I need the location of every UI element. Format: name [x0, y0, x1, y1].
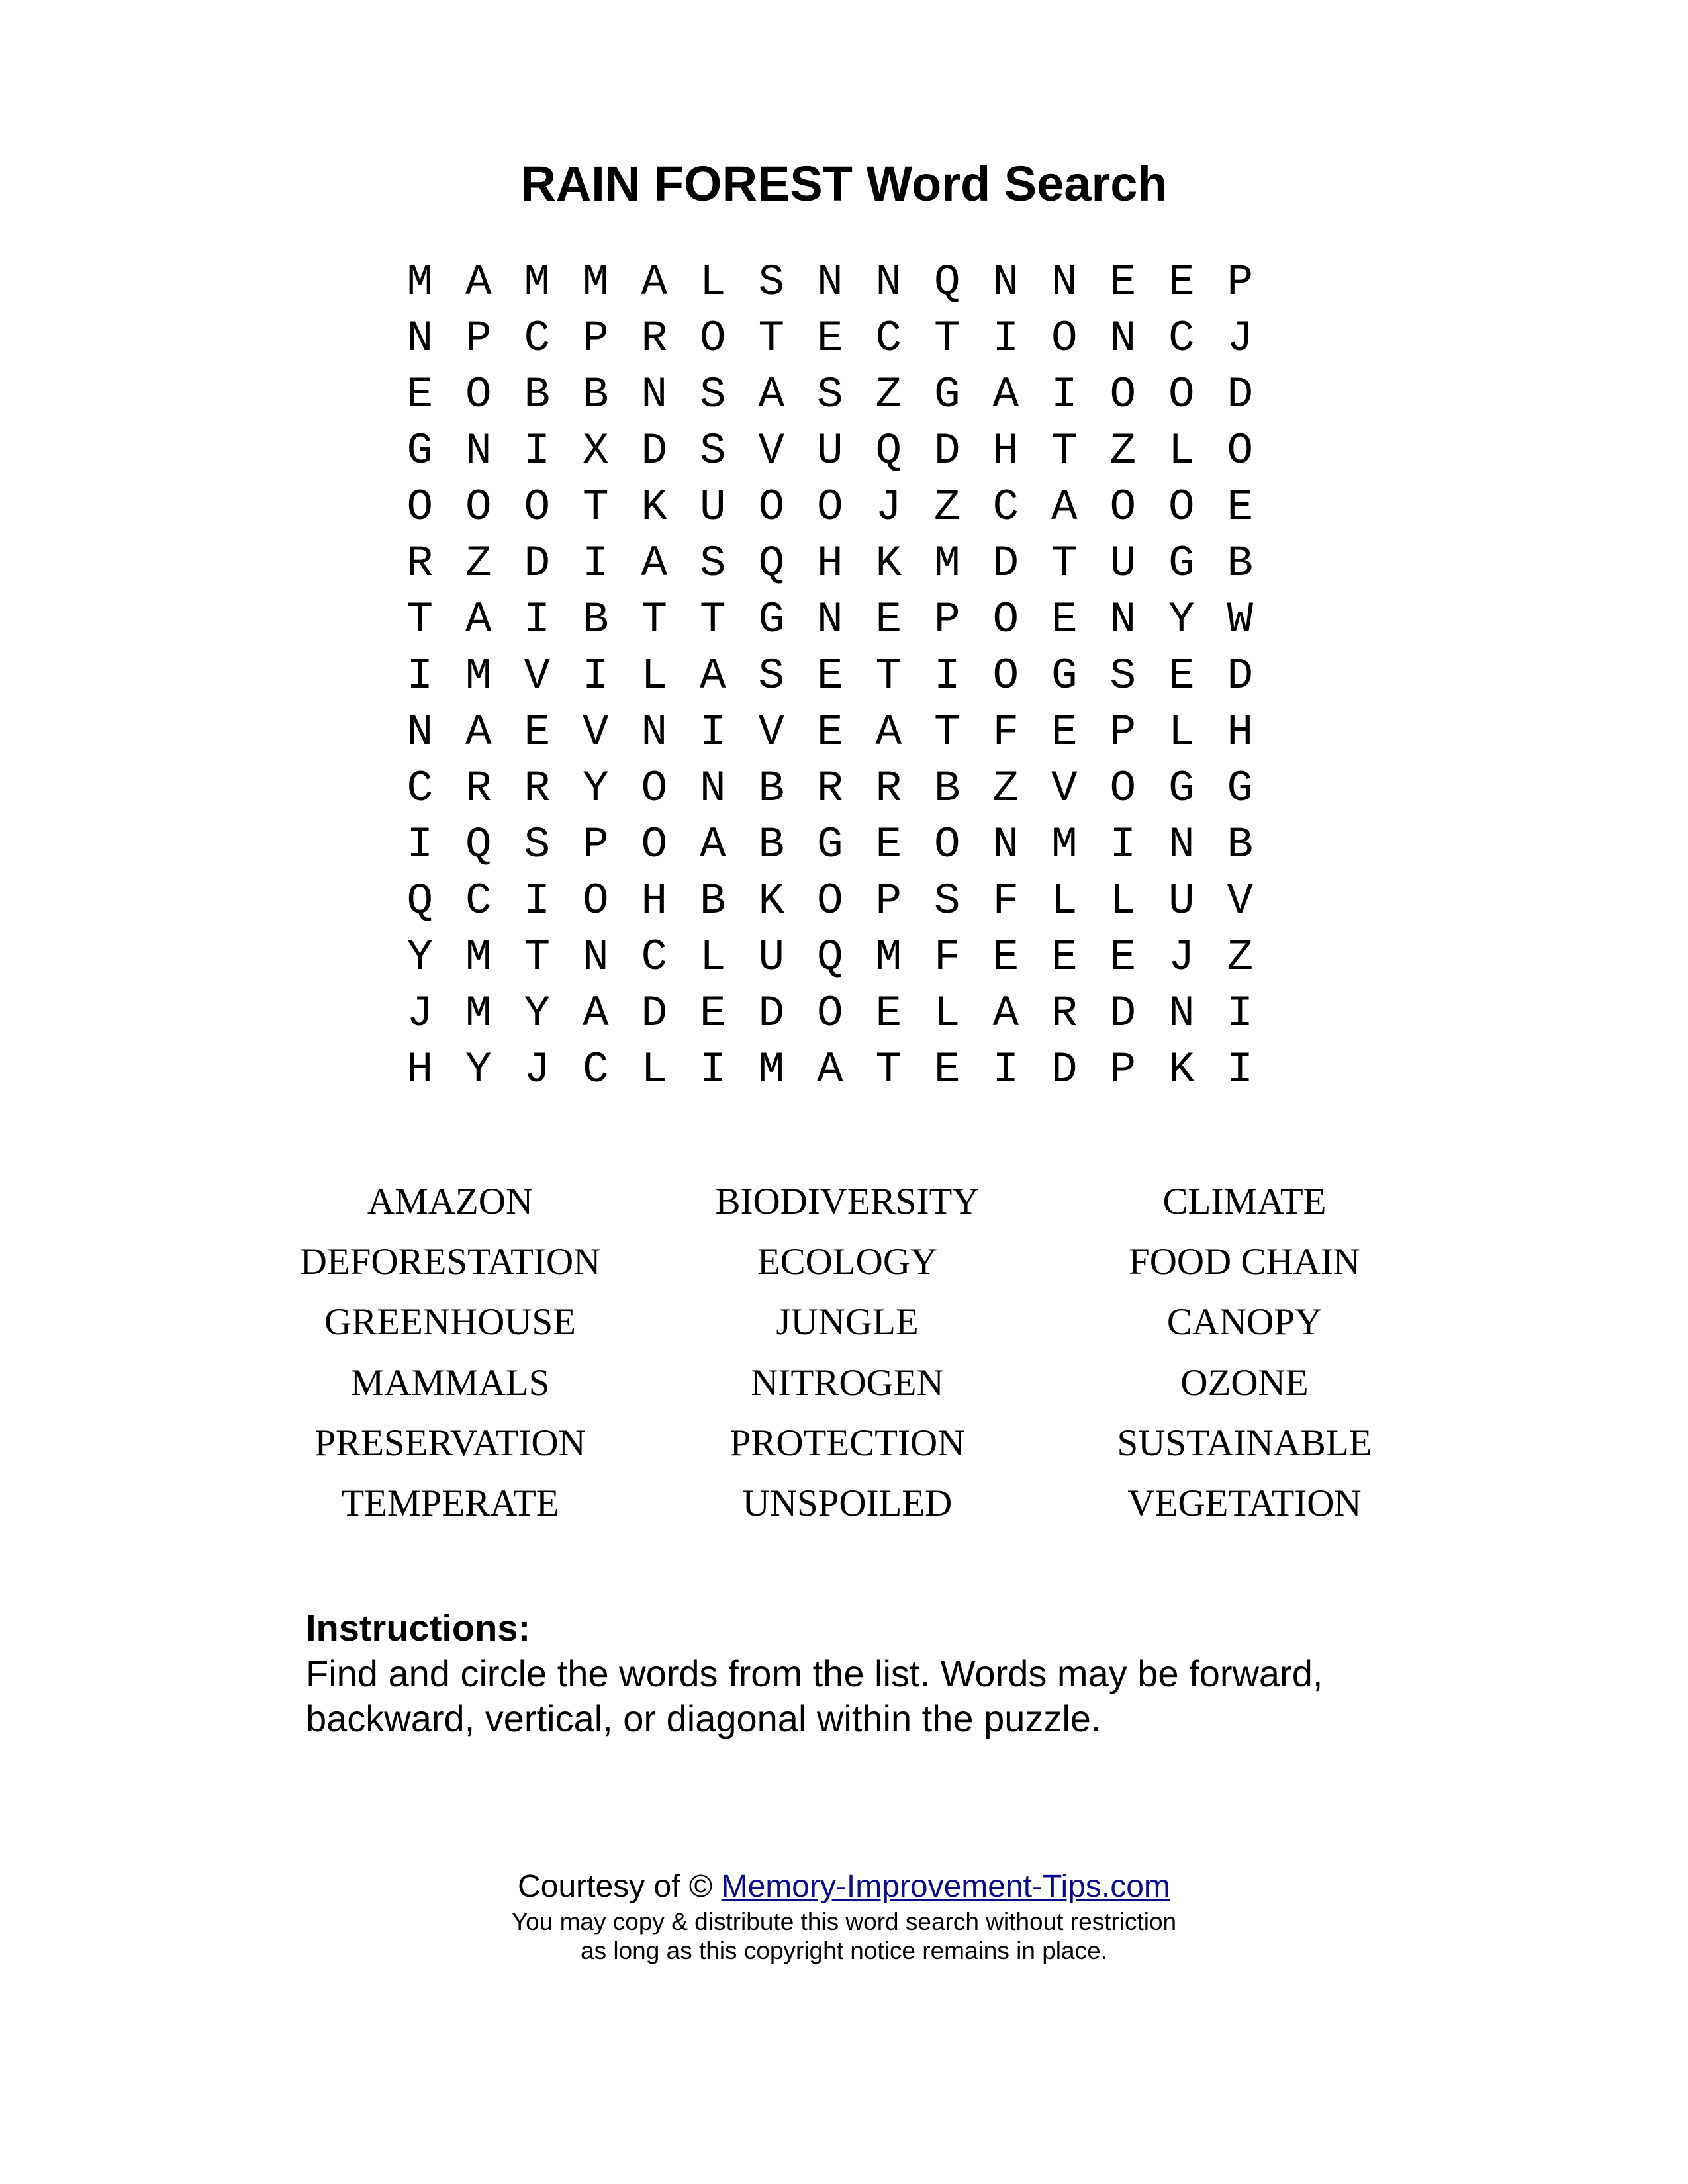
instructions-section: [306, 1605, 1464, 1741]
grid-letter: P: [465, 314, 492, 363]
grid-letter: W: [1227, 595, 1254, 645]
grid-letter: L: [1109, 876, 1137, 926]
grid-letter: I: [1109, 820, 1137, 870]
grid-letter: H: [992, 426, 1019, 476]
grid-letter: I: [406, 651, 434, 701]
grid-letter: I: [1051, 370, 1078, 420]
grid-letter: R: [406, 539, 434, 588]
grid-letter: M: [524, 257, 551, 307]
grid-letter: B: [524, 370, 551, 420]
word-list-row: [252, 1292, 1443, 1352]
grid-letter: K: [758, 876, 785, 926]
word-list-item: AMAZON: [367, 1181, 534, 1222]
word-list-item: DEFORESTATION: [299, 1241, 601, 1283]
grid-letter: K: [875, 539, 902, 588]
word-list-item: JUNGLE: [776, 1301, 919, 1343]
grid-letter: B: [582, 370, 609, 420]
grid-letter: M: [758, 1045, 785, 1095]
grid-letter: D: [758, 989, 785, 1038]
grid-letter: J: [1227, 314, 1254, 363]
grid-letter: E: [1227, 482, 1254, 532]
grid-letter: C: [524, 314, 551, 363]
grid-letter: A: [699, 651, 726, 701]
grid-letter: O: [1109, 482, 1137, 532]
grid-letter: S: [758, 651, 785, 701]
grid-letter: D: [641, 989, 668, 1038]
grid-letter: D: [1227, 370, 1254, 420]
grid-letter: B: [1227, 539, 1254, 588]
grid-letter: I: [992, 1045, 1019, 1095]
grid-letter: N: [582, 933, 609, 982]
grid-letter: K: [641, 482, 668, 532]
grid-letter: R: [816, 764, 843, 813]
grid-letter: N: [406, 707, 434, 757]
grid-letter: O: [992, 651, 1019, 701]
grid-letter: E: [1168, 651, 1195, 701]
grid-letter: A: [816, 1045, 843, 1095]
grid-letter: G: [1168, 539, 1195, 588]
grid-letter: H: [1227, 707, 1254, 757]
grid-letter: E: [933, 1045, 961, 1095]
grid-letter: U: [699, 482, 726, 532]
grid-letter: Y: [406, 933, 434, 982]
grid-letter: R: [1051, 989, 1078, 1038]
grid-letter: I: [582, 539, 609, 588]
grid-letter: L: [1168, 707, 1195, 757]
grid-letter: S: [699, 539, 726, 588]
grid-letter: S: [524, 820, 551, 870]
grid-letter: I: [406, 820, 434, 870]
grid-letter: S: [699, 370, 726, 420]
grid-letter: I: [524, 426, 551, 476]
grid-letter: Y: [1168, 595, 1195, 645]
grid-letter: P: [1109, 1045, 1137, 1095]
courtesy-prefix: Courtesy of ©: [518, 1869, 713, 1904]
grid-letter: T: [875, 1045, 902, 1095]
grid-letter: N: [465, 426, 492, 476]
grid-row: [391, 873, 1271, 929]
grid-row: [391, 592, 1271, 648]
grid-letter: O: [465, 482, 492, 532]
word-list-item: MAMMALS: [350, 1361, 550, 1404]
grid-letter: Q: [465, 820, 492, 870]
grid-letter: P: [933, 595, 961, 645]
grid-letter: J: [1168, 933, 1195, 982]
grid-letter: P: [1109, 707, 1137, 757]
grid-letter: Z: [1109, 426, 1137, 476]
grid-letter: E: [1051, 595, 1078, 645]
grid-letter: T: [1051, 539, 1078, 588]
grid-letter: D: [524, 539, 551, 588]
copyright-notice-line-1: You may copy & distribute this word search without restriction: [511, 1908, 1177, 1935]
grid-letter: T: [406, 595, 434, 645]
grid-letter: L: [641, 651, 668, 701]
grid-letter: H: [641, 876, 668, 926]
site-link[interactable]: Memory-Improvement-Tips.com: [721, 1869, 1170, 1904]
grid-letter: N: [1168, 989, 1195, 1038]
grid-row: [391, 1042, 1271, 1098]
grid-letter: Y: [582, 764, 609, 813]
grid-letter: K: [1168, 1045, 1195, 1095]
grid-letter: O: [465, 370, 492, 420]
grid-letter: O: [582, 876, 609, 926]
grid-letter: P: [1227, 257, 1254, 307]
grid-letter: Q: [406, 876, 434, 926]
grid-letter: T: [1051, 426, 1078, 476]
grid-letter: N: [875, 257, 902, 307]
grid-letter: A: [465, 707, 492, 757]
grid-letter: T: [758, 314, 785, 363]
word-list-item: PRESERVATION: [314, 1422, 586, 1464]
grid-letter: E: [816, 314, 843, 363]
word-list-row: [252, 1171, 1443, 1232]
grid-row: [391, 254, 1271, 310]
grid-letter: O: [816, 876, 843, 926]
grid-letter: F: [933, 933, 961, 982]
grid-letter: O: [406, 482, 434, 532]
grid-letter: D: [992, 539, 1019, 588]
grid-letter: O: [933, 820, 961, 870]
instructions-line-1: Find and circle the words from the list. Words may be forward,: [306, 1653, 1323, 1694]
grid-letter: E: [524, 707, 551, 757]
grid-letter: S: [699, 426, 726, 476]
grid-letter: A: [699, 820, 726, 870]
grid-letter: Q: [816, 933, 843, 982]
grid-letter: A: [992, 370, 1019, 420]
grid-letter: L: [641, 1045, 668, 1095]
grid-letter: O: [1051, 314, 1078, 363]
word-list-item: TEMPERATE: [341, 1482, 559, 1524]
grid-letter: A: [641, 539, 668, 588]
grid-letter: M: [933, 539, 961, 588]
grid-letter: L: [699, 257, 726, 307]
word-list-item: CLIMATE: [1162, 1181, 1327, 1222]
grid-letter: O: [992, 595, 1019, 645]
grid-letter: C: [641, 933, 668, 982]
grid-letter: O: [641, 820, 668, 870]
grid-letter: L: [1051, 876, 1078, 926]
grid-letter: N: [1109, 595, 1137, 645]
grid-letter: D: [641, 426, 668, 476]
grid-letter: T: [524, 933, 551, 982]
grid-row: [391, 423, 1271, 479]
grid-letter: G: [933, 370, 961, 420]
grid-letter: I: [524, 876, 551, 926]
word-list-row: [252, 1353, 1443, 1413]
grid-letter: E: [992, 933, 1019, 982]
footer: [0, 1866, 1688, 1966]
grid-letter: N: [641, 370, 668, 420]
grid-letter: V: [1227, 876, 1254, 926]
copyright-notice-line-2: as long as this copyright notice remains in place.: [581, 1937, 1107, 1964]
grid-letter: U: [816, 426, 843, 476]
grid-letter: O: [1168, 370, 1195, 420]
grid-letter: G: [1051, 651, 1078, 701]
grid-letter: N: [406, 314, 434, 363]
letter-grid: [391, 254, 1271, 1098]
word-list-row: [252, 1413, 1443, 1473]
grid-letter: N: [699, 764, 726, 813]
grid-letter: O: [758, 482, 785, 532]
grid-letter: T: [641, 595, 668, 645]
grid-letter: S: [933, 876, 961, 926]
grid-letter: B: [933, 764, 961, 813]
grid-row: [391, 817, 1271, 873]
grid-letter: O: [1109, 764, 1137, 813]
grid-letter: M: [406, 257, 434, 307]
grid-letter: Y: [524, 989, 551, 1038]
grid-letter: G: [406, 426, 434, 476]
grid-letter: E: [816, 707, 843, 757]
word-list-item: BIODIVERSITY: [715, 1181, 980, 1222]
grid-letter: F: [992, 707, 1019, 757]
grid-letter: H: [406, 1045, 434, 1095]
grid-letter: I: [1227, 1045, 1254, 1095]
grid-letter: E: [699, 989, 726, 1038]
grid-letter: A: [992, 989, 1019, 1038]
grid-letter: E: [1109, 257, 1137, 307]
grid-letter: N: [1109, 314, 1137, 363]
grid-letter: E: [1168, 257, 1195, 307]
grid-letter: B: [758, 820, 785, 870]
grid-letter: I: [933, 651, 961, 701]
grid-row: [391, 760, 1271, 817]
word-list-item: GREENHOUSE: [324, 1301, 576, 1343]
grid-letter: A: [758, 370, 785, 420]
grid-letter: P: [582, 820, 609, 870]
grid-letter: T: [699, 595, 726, 645]
grid-letter: C: [582, 1045, 609, 1095]
grid-letter: O: [816, 482, 843, 532]
grid-letter: S: [1109, 651, 1137, 701]
grid-letter: B: [1227, 820, 1254, 870]
grid-letter: Y: [465, 1045, 492, 1095]
grid-letter: B: [699, 876, 726, 926]
grid-letter: M: [465, 933, 492, 982]
grid-letter: R: [524, 764, 551, 813]
grid-letter: E: [816, 651, 843, 701]
grid-row: [391, 367, 1271, 423]
grid-letter: O: [641, 764, 668, 813]
grid-letter: M: [875, 933, 902, 982]
grid-letter: I: [699, 1045, 726, 1095]
grid-row: [391, 648, 1271, 704]
grid-letter: U: [1109, 539, 1137, 588]
grid-letter: Z: [875, 370, 902, 420]
grid-letter: O: [816, 989, 843, 1038]
grid-letter: N: [992, 257, 1019, 307]
grid-letter: J: [406, 989, 434, 1038]
grid-letter: H: [816, 539, 843, 588]
grid-row: [391, 929, 1271, 985]
grid-letter: N: [641, 707, 668, 757]
grid-letter: V: [582, 707, 609, 757]
grid-letter: C: [406, 764, 434, 813]
grid-letter: F: [992, 876, 1019, 926]
grid-letter: I: [992, 314, 1019, 363]
grid-letter: E: [875, 989, 902, 1038]
instructions-heading: Instructions:: [306, 1607, 531, 1649]
grid-letter: R: [641, 314, 668, 363]
grid-letter: E: [406, 370, 434, 420]
word-list: [252, 1171, 1443, 1533]
grid-letter: J: [875, 482, 902, 532]
grid-letter: O: [1227, 426, 1254, 476]
courtesy-line: [0, 1866, 1688, 1907]
page-title: RAIN FOREST Word Search: [520, 156, 1168, 211]
grid-letter: C: [992, 482, 1019, 532]
grid-letter: A: [465, 595, 492, 645]
grid-letter: M: [465, 651, 492, 701]
grid-letter: L: [699, 933, 726, 982]
grid-row: [391, 310, 1271, 367]
grid-letter: I: [582, 651, 609, 701]
grid-letter: O: [1168, 482, 1195, 532]
grid-letter: O: [524, 482, 551, 532]
grid-letter: C: [875, 314, 902, 363]
grid-letter: J: [524, 1045, 551, 1095]
grid-letter: T: [933, 707, 961, 757]
grid-letter: U: [758, 933, 785, 982]
grid-letter: E: [1109, 933, 1137, 982]
word-list-item: UNSPOILED: [742, 1482, 953, 1524]
grid-letter: E: [875, 595, 902, 645]
grid-letter: Z: [933, 482, 961, 532]
grid-letter: Q: [758, 539, 785, 588]
grid-letter: G: [1168, 764, 1195, 813]
grid-letter: E: [1051, 707, 1078, 757]
grid-letter: O: [1109, 370, 1137, 420]
grid-letter: M: [465, 989, 492, 1038]
grid-letter: Z: [992, 764, 1019, 813]
grid-letter: P: [582, 314, 609, 363]
grid-letter: V: [758, 426, 785, 476]
word-list-item: OZONE: [1180, 1361, 1309, 1404]
word-list-item: FOOD CHAIN: [1129, 1241, 1360, 1283]
grid-letter: A: [641, 257, 668, 307]
grid-letter: T: [875, 651, 902, 701]
grid-letter: R: [465, 764, 492, 813]
grid-letter: Z: [465, 539, 492, 588]
grid-letter: D: [1227, 651, 1254, 701]
grid-letter: M: [1051, 820, 1078, 870]
grid-letter: L: [933, 989, 961, 1038]
word-list-item: NITROGEN: [751, 1361, 944, 1404]
grid-letter: Z: [1227, 933, 1254, 982]
grid-letter: N: [1168, 820, 1195, 870]
grid-letter: T: [933, 314, 961, 363]
grid-letter: B: [582, 595, 609, 645]
grid-letter: I: [524, 595, 551, 645]
grid-letter: A: [875, 707, 902, 757]
grid-letter: B: [758, 764, 785, 813]
grid-letter: D: [1109, 989, 1137, 1038]
grid-letter: M: [582, 257, 609, 307]
grid-letter: V: [758, 707, 785, 757]
grid-row: [391, 479, 1271, 535]
grid-letter: N: [816, 257, 843, 307]
grid-letter: Q: [875, 426, 902, 476]
grid-letter: X: [582, 426, 609, 476]
grid-letter: V: [1051, 764, 1078, 813]
grid-letter: E: [1051, 933, 1078, 982]
word-list-row: [252, 1473, 1443, 1533]
grid-letter: A: [465, 257, 492, 307]
grid-letter: G: [816, 820, 843, 870]
grid-row: [391, 535, 1271, 592]
grid-letter: U: [1168, 876, 1195, 926]
grid-letter: C: [1168, 314, 1195, 363]
grid-letter: D: [933, 426, 961, 476]
grid-letter: V: [524, 651, 551, 701]
grid-letter: Q: [933, 257, 961, 307]
grid-letter: L: [1168, 426, 1195, 476]
word-list-item: PROTECTION: [729, 1422, 965, 1464]
grid-row: [391, 704, 1271, 760]
grid-letter: I: [1227, 989, 1254, 1038]
word-list-row: [252, 1232, 1443, 1292]
word-list-item: CANOPY: [1166, 1301, 1323, 1343]
grid-letter: N: [816, 595, 843, 645]
grid-letter: D: [1051, 1045, 1078, 1095]
grid-letter: A: [1051, 482, 1078, 532]
grid-letter: E: [875, 820, 902, 870]
grid-letter: R: [875, 764, 902, 813]
word-list-item: ECOLOGY: [757, 1241, 938, 1283]
grid-letter: P: [875, 876, 902, 926]
grid-row: [391, 985, 1271, 1042]
grid-letter: C: [465, 876, 492, 926]
grid-letter: I: [699, 707, 726, 757]
instructions-line-2: backward, vertical, or diagonal within the puzzle.: [306, 1698, 1102, 1739]
grid-letter: N: [992, 820, 1019, 870]
word-list-item: VEGETATION: [1127, 1482, 1362, 1524]
grid-letter: S: [816, 370, 843, 420]
word-list-item: SUSTAINABLE: [1117, 1422, 1372, 1464]
grid-letter: T: [582, 482, 609, 532]
grid-letter: A: [582, 989, 609, 1038]
grid-letter: G: [758, 595, 785, 645]
grid-letter: G: [1227, 764, 1254, 813]
grid-letter: S: [758, 257, 785, 307]
grid-letter: O: [699, 314, 726, 363]
grid-letter: N: [1051, 257, 1078, 307]
